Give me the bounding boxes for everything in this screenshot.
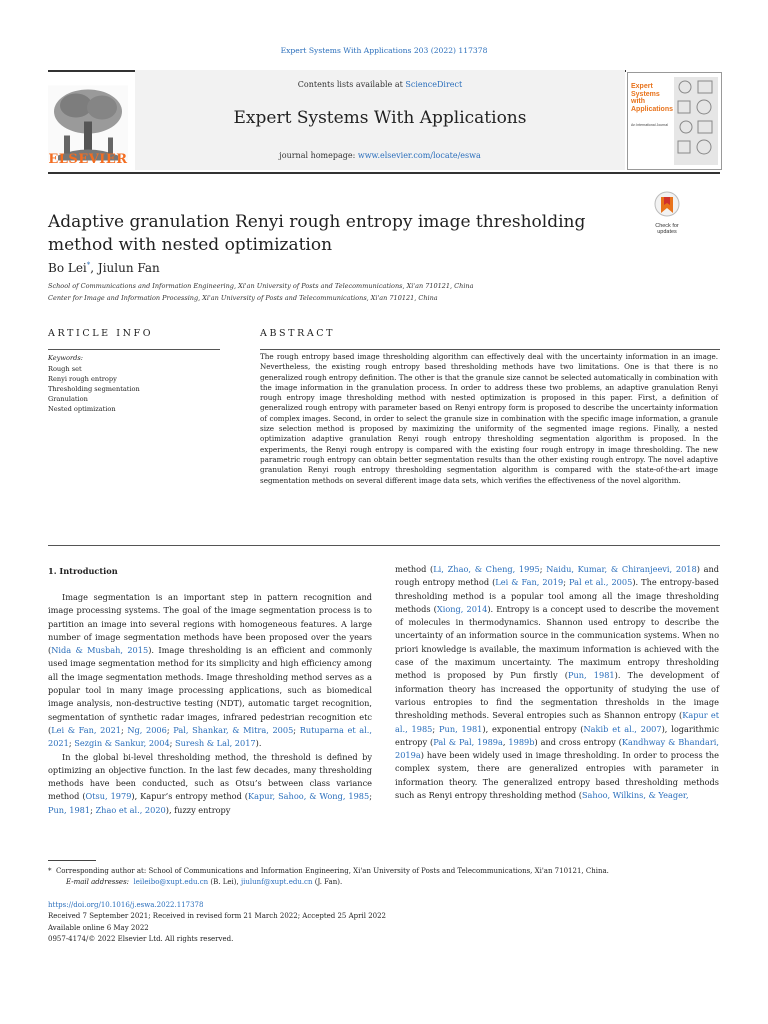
available-online: Available online 6 May 2022: [48, 923, 149, 932]
citation-link[interactable]: Naidu, Kumar, & Chiranjeevi, 2018: [546, 564, 697, 574]
citation-link[interactable]: Suresh & Lal, 2017: [175, 738, 256, 749]
author-jiulun-fan[interactable]: , Jiulun Fan: [90, 261, 160, 275]
citation-link[interactable]: Pun, 1981: [567, 670, 615, 681]
citation-line[interactable]: Expert Systems With Applications 203 (2022) 117378: [280, 46, 488, 55]
paragraph-text: ;: [90, 804, 96, 815]
paragraph-text: ) have been widely used in image thresholding. In order to process the complex system, there are generalized entropies with parameter in information theory. The generalized entropy based thresholding methods such as Renyi entropy thresholding method (: [395, 750, 719, 801]
citation-link[interactable]: 1989b: [508, 736, 535, 747]
citation-link[interactable]: Pun, 1981: [48, 804, 91, 815]
keyword-item: Granulation: [48, 395, 88, 403]
citation-link[interactable]: Ng, 2006: [127, 724, 167, 735]
citation-link[interactable]: Li, Zhao, & Cheng, 1995: [433, 564, 540, 574]
doi-link[interactable]: https://doi.org/10.1016/j.eswa.2022.117378: [48, 901, 204, 909]
paragraph-text: ;: [166, 724, 174, 735]
right-column: [395, 563, 719, 802]
keyword-item: Nested optimization: [48, 405, 116, 413]
article-title: Adaptive granulation Renyi rough entropy image thresholding method with nested optimization: [48, 212, 586, 255]
abstract-rule: [260, 349, 720, 350]
keyword-item: Rough set: [48, 365, 82, 373]
header-bottom-rule: [48, 172, 720, 174]
intro-paragraph-1: [48, 591, 372, 751]
citation-link[interactable]: Sezgin & Sankur, 2004: [74, 738, 170, 749]
citation-link[interactable]: Pal, Shankar, & Mitra, 2005: [173, 724, 294, 735]
footnote-text: Corresponding author at: School of Communications and Information Engineering, Xi'an University of Posts and Telecommunications, Xi'an 710121, China.: [55, 867, 609, 875]
citation-link[interactable]: Rutuparna et al., 2021: [48, 724, 372, 749]
citation-link[interactable]: Lei & Fan, 2019: [495, 577, 564, 588]
footnote-mark: *: [48, 867, 52, 875]
journal-cover[interactable]: [627, 72, 722, 170]
keywords-list: [48, 364, 140, 414]
contents-prefix: Contents lists available at: [297, 80, 406, 89]
paragraph-text: ). The entropy-based thresholding method is a popular tool among all the image thresholding methods (: [395, 577, 719, 614]
paragraph-text: ;: [369, 791, 372, 802]
email2-owner: (J. Fan).: [312, 878, 343, 886]
introduction-heading: 1. Introduction: [48, 566, 118, 576]
abstract-heading: ABSTRACT: [260, 328, 336, 339]
article-info-rule: [48, 349, 220, 350]
paragraph-text: ), Kapur’s entropy method (: [131, 791, 248, 802]
abstract-bottom-rule: [48, 545, 720, 546]
keywords-label: Keywords:: [48, 354, 83, 362]
paragraph-text: ), logarithmic entropy (: [395, 723, 719, 747]
check-for-updates-badge[interactable]: [648, 191, 686, 233]
bookmark-icon: [648, 191, 686, 219]
author-bo-lei[interactable]: Bo Lei: [48, 261, 87, 275]
copyright-line: 0957-4174/© 2022 Elsevier Ltd. All rights reserved.: [48, 934, 234, 943]
citation-link[interactable]: Pun, 1981: [439, 723, 483, 734]
corresponding-author-mark[interactable]: *: [86, 261, 91, 269]
citation-link[interactable]: Nakib et al., 2007: [583, 723, 662, 734]
left-column: [48, 591, 372, 817]
affiliation-1: School of Communications and Information Engineering, Xi'an University of Posts and Telecommunications, Xi'an 710121, China: [48, 282, 474, 290]
citation-link[interactable]: Pal & Pal, 1989a: [433, 736, 503, 747]
publication-metadata: [48, 900, 386, 945]
citation-link[interactable]: Otsu, 1979: [85, 791, 132, 802]
paragraph-text: ), exponential entropy (: [482, 723, 584, 734]
journal-name: Expert Systems With Applications: [233, 108, 527, 128]
citation-link[interactable]: Lei & Fan, 2021: [51, 724, 121, 735]
citation-link[interactable]: Kapur, Sahoo, & Wong, 1985: [247, 791, 370, 802]
citation-link[interactable]: Kandhway & Bhandari, 2019a: [395, 736, 719, 761]
paragraph-text: Image segmentation is an important step in pattern recognition and image processing systems. The goal of the image segmentation process is to partition an image into several regions with homogeneous features. A large number of image segmentation methods have been proposed over the years (: [48, 592, 372, 656]
contents-line: [135, 80, 625, 89]
intro-paragraph-3: [395, 563, 719, 802]
citation-link[interactable]: Nida & Musbah, 2015: [51, 645, 149, 656]
check-for-updates-label: Check for updates: [655, 223, 679, 235]
paragraph-text: ), fuzzy entropy: [165, 804, 231, 815]
citation-link[interactable]: Pal et al., 2005: [568, 577, 633, 588]
citation-link[interactable]: Xiong, 2014: [436, 603, 488, 614]
abstract-text: The rough entropy based image thresholding algorithm can effectively deal with the uncertainty information in an image. Nevertheless, the existing rough entropy based thresholding methods have two limitations. One is that there is no generalized rough entropy definition. The other is that the granule size cannot be selected automatically in combination with the image information in the granulation process. In order to address these two problems, an adaptive granulation Renyi rough entropy image thresholding method with nested optimization is proposed in this paper. First, a definition of generalized rough entropy with parameter based on Renyi entropy form is proposed to describe the uncertainty information of complex images. Second, in order to select the granule size in combination with the specific image information, a granule size selection method is proposed by maximizing the uniformity of the segmented image regions. Finally, a nested optimization adaptive granulation Renyi rough entropy thresholding segmentation algorithm is proposed. In the experiments, the Renyi rough entropy is compared with the existing four rough entropy in image thresholding. The new parametric rough entropy can obtain better segmentation results than the other existing rough entropy. The novel adaptive granulation Renyi rough entropy thresholding segmentation algorithm is compared with the state-of-the-art image segmentation methods on several different image data sets, which verifies the effectiveness of the novel algorithm.: [260, 352, 718, 485]
homepage-line: [135, 151, 625, 160]
article-info-heading: ARTICLE INFO: [48, 328, 154, 339]
paragraph-text: ). Image thresholding is an efficient and commonly used image segmentation method for its simplicity and high efficiency among all the image segmentation methods. Image thresholding method serves as a popular tool in many image processing applications, such as biomedical image analysis, non-destructive testing (NDT), automatic target recognition, segmentation of synthetic radar images, infrared pedestrian recognition etc (: [48, 645, 373, 735]
citation-link[interactable]: Sahoo, Wilkins, & Yeager,: [581, 790, 689, 801]
keyword-item: Renyi rough entropy: [48, 375, 117, 383]
homepage-link[interactable]: www.elsevier.com/locate/eswa: [357, 151, 481, 160]
paragraph-text: ;: [293, 724, 300, 735]
paragraph-text: ;: [120, 724, 128, 735]
email1-owner: (B. Lei),: [208, 878, 241, 886]
email-link-fan[interactable]: jiulunf@xupt.edu.cn: [240, 878, 313, 886]
paragraph-text: In the global bi-level thresholding method, the threshold is defined by optimizing an objective function. In the last few decades, many thresholding methods have been conducted, such as Otsu’s between class variance method (: [48, 751, 372, 802]
author-line: [48, 261, 160, 275]
paragraph-text: ). Entropy is a concept used to describe the movement of molecules in thermodynamics. Shannon used entropy to describe the uncertainty of an information source in the communication systems. When no priori knowledge is available, the maximum information is achieved with the case of the maximum uncertainty. The maximum entropy thresholding method is proposed by Pun firstly (: [395, 603, 720, 681]
paragraph-text: ;: [563, 577, 569, 588]
corresponding-author-footnote: [48, 866, 720, 888]
paragraph-text: ) and cross entropy (: [534, 736, 622, 747]
paragraph-text: ;: [432, 723, 440, 734]
citation-link[interactable]: Kapur et al., 1985: [395, 710, 719, 734]
cover-subtitle: An International Journal: [631, 123, 668, 127]
paragraph-text: ) and rough entropy method (: [395, 564, 719, 588]
keyword-item: Thresholding segmentation: [48, 385, 140, 393]
email-label: E-mail addresses:: [66, 878, 130, 886]
intro-paragraph-2: [48, 751, 372, 817]
paragraph-text: ;: [539, 564, 547, 574]
paragraph-text: ;: [169, 738, 176, 749]
citation-link[interactable]: Zhao et al., 2020: [95, 804, 166, 815]
elsevier-wordmark: ELSEVIER: [48, 152, 128, 167]
cover-artwork-icon: [674, 77, 718, 165]
paragraph-text: ). The development of information theory has increased the opportunity of studying the use of various entropies to find the segmentation thresholds in the image thresholding methods. Several entropies such as Shannon entropy (: [395, 670, 719, 721]
paragraph-text: ,: [502, 736, 509, 747]
received-dates: Received 7 September 2021; Received in revised form 21 March 2022; Accepted 25 April 2022: [48, 912, 387, 921]
paragraph-text: method (: [395, 564, 434, 574]
email-link-lei[interactable]: leileibo@xupt.edu.cn: [133, 878, 209, 886]
homepage-prefix: journal homepage:: [279, 151, 358, 160]
sciencedirect-link[interactable]: ScienceDirect: [405, 80, 463, 89]
footnote-rule: [48, 860, 96, 861]
cover-title: Expert Systems with Applications: [631, 83, 674, 113]
paragraph-text: ;: [68, 738, 75, 749]
paragraph-text: ).: [255, 738, 262, 749]
affiliation-2: Center for Image and Information Processing, Xi'an University of Posts and Telecommunications, Xi'an 710121, China: [48, 294, 438, 302]
